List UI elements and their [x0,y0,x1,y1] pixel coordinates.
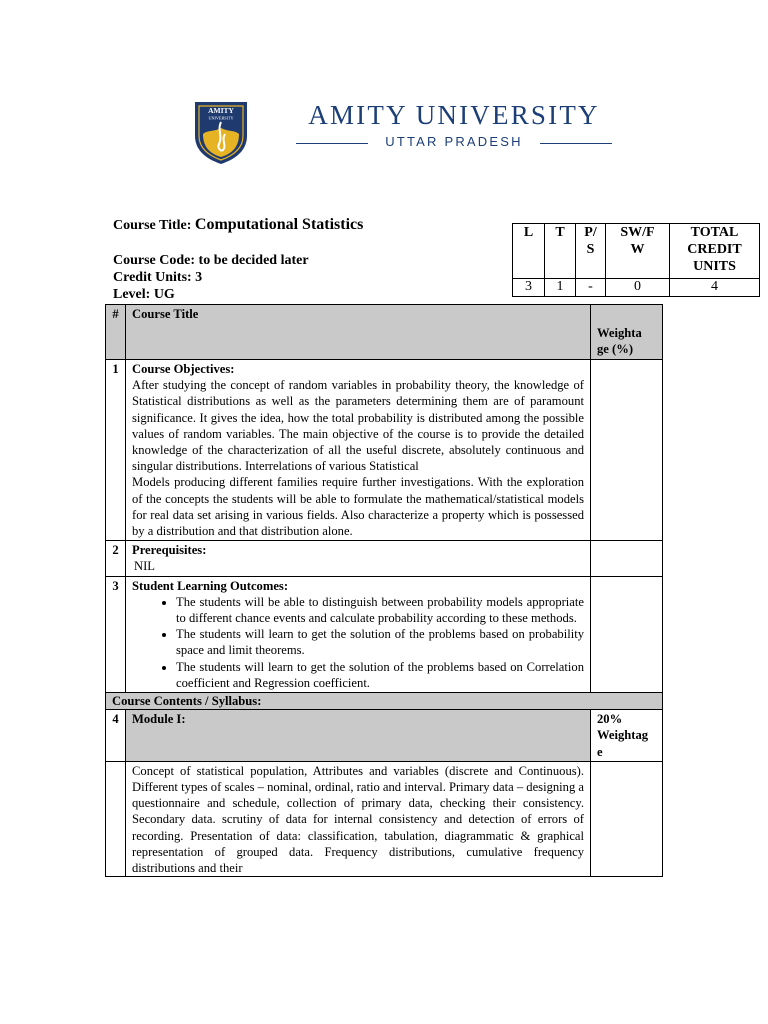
credit-value-l: 3 [513,279,545,297]
credit-value-ps: - [576,279,606,297]
prerequisites-cell [126,541,591,576]
credit-header-ps: P/ S [576,224,606,279]
learning-outcomes-heading: Student Learning Outcomes: [132,578,289,593]
module-title: Module I: [126,710,591,762]
weightage-cell [591,541,663,576]
module-content-text: Concept of statistical population, Attributes and variables (discrete and Continuous). Different types of scales – nominal, ordinal, ratio and interval. Primary data – designing a questionnaire and schedule, collection of primary data, checking their consistency. Secondary data. scrutiny of data for internal consistency and detection of errors of recording. Presentation of data: classification, tabulation, diagrammatic & graphical representation of grouped data. Frequency distributions, cumulative frequency distributions and their [132,763,584,875]
divider-right [540,143,612,144]
module-content [126,761,591,876]
credit-units: Credit Units: 3 [113,270,203,285]
col-header-weightage: Weighta ge (%) [591,305,663,360]
row-num-empty [106,761,126,876]
credit-header-swfw: SW/F W [606,224,670,279]
prerequisites-heading: Prerequisites: [132,543,207,558]
credit-header-l: L [513,224,545,279]
course-title-label: Course Title: [113,218,192,233]
course-level: Level: UG [113,287,175,302]
credit-value-t: 1 [545,279,576,297]
row-num: 1 [106,360,126,541]
course-code: Course Code: to be decided later [113,253,309,268]
course-objectives-cell [126,360,591,541]
credit-header-t: T [545,224,576,279]
row-num: 4 [106,710,126,762]
course-objectives-heading: Course Objectives: [132,362,235,376]
module-weightage: 20% Weightag e [591,710,663,762]
row-num: 3 [106,576,126,692]
course-objectives-paragraph: Models producing different families require further investigations. With the exploration of the concepts the students will be able to formulate the mathematical/statistical models for real data set arising in various fields. Also characterize a property which is possessed by a distribution and that distribution alone. [132,475,584,539]
credit-table [512,223,760,297]
module-header-row [106,710,663,762]
credit-header-total: TOTAL CREDIT UNITS [670,224,760,279]
learning-outcomes-cell [126,576,591,692]
prerequisites-text: NIL [134,559,155,574]
table-row [106,541,663,576]
credit-value-swfw: 0 [606,279,670,297]
syllabus-table [105,304,663,877]
col-header-num: # [106,305,126,360]
list-item: • The students will learn to get the solution of the problems based on probability space and limit theorems. [176,626,584,658]
list-item: • The students will learn to get the solution of the problems based on Correlation coefficient and Regression coefficient. [176,659,584,691]
university-name: AMITY UNIVERSITY [308,100,600,130]
course-title-line [113,216,363,234]
course-objectives-paragraph: After studying the concept of random variables in probability theory, the knowledge of Statistical distributions as well as the parameters determining them are of paramount significance. It gives the idea, how the total probability is distributed among the possible values of random variables. The main objective of the course is to provide the detailed knowledge of the characterization of all the useful discrete, absolutely continuous and singular distributions. Interrelations of various Statistical [132,378,584,474]
university-location-line [294,134,614,152]
table-row [106,576,663,692]
weightage-cell [591,360,663,541]
logo-text-amity: AMITY [208,106,234,115]
amity-shield-logo [193,100,249,166]
course-title-value: Computational Statistics [194,216,364,233]
learning-outcomes-list [132,594,584,691]
weightage-cell [591,761,663,876]
col-header-title: Course Title [126,305,591,360]
university-location: UTTAR PRADESH [385,134,523,149]
table-row [106,360,663,541]
row-num: 2 [106,541,126,576]
weightage-cell [591,576,663,692]
contents-heading-row [106,693,663,710]
table-row [106,761,663,876]
credit-value-total: 4 [670,279,760,297]
list-item: • The students will be able to distinguish between probability models appropriate to different chance events and calculate probability according to these methods. [176,594,584,626]
logo-text-university: UNIVERSITY [208,115,234,121]
table-header-row [106,305,663,360]
course-contents-heading: Course Contents / Syllabus: [106,693,663,710]
